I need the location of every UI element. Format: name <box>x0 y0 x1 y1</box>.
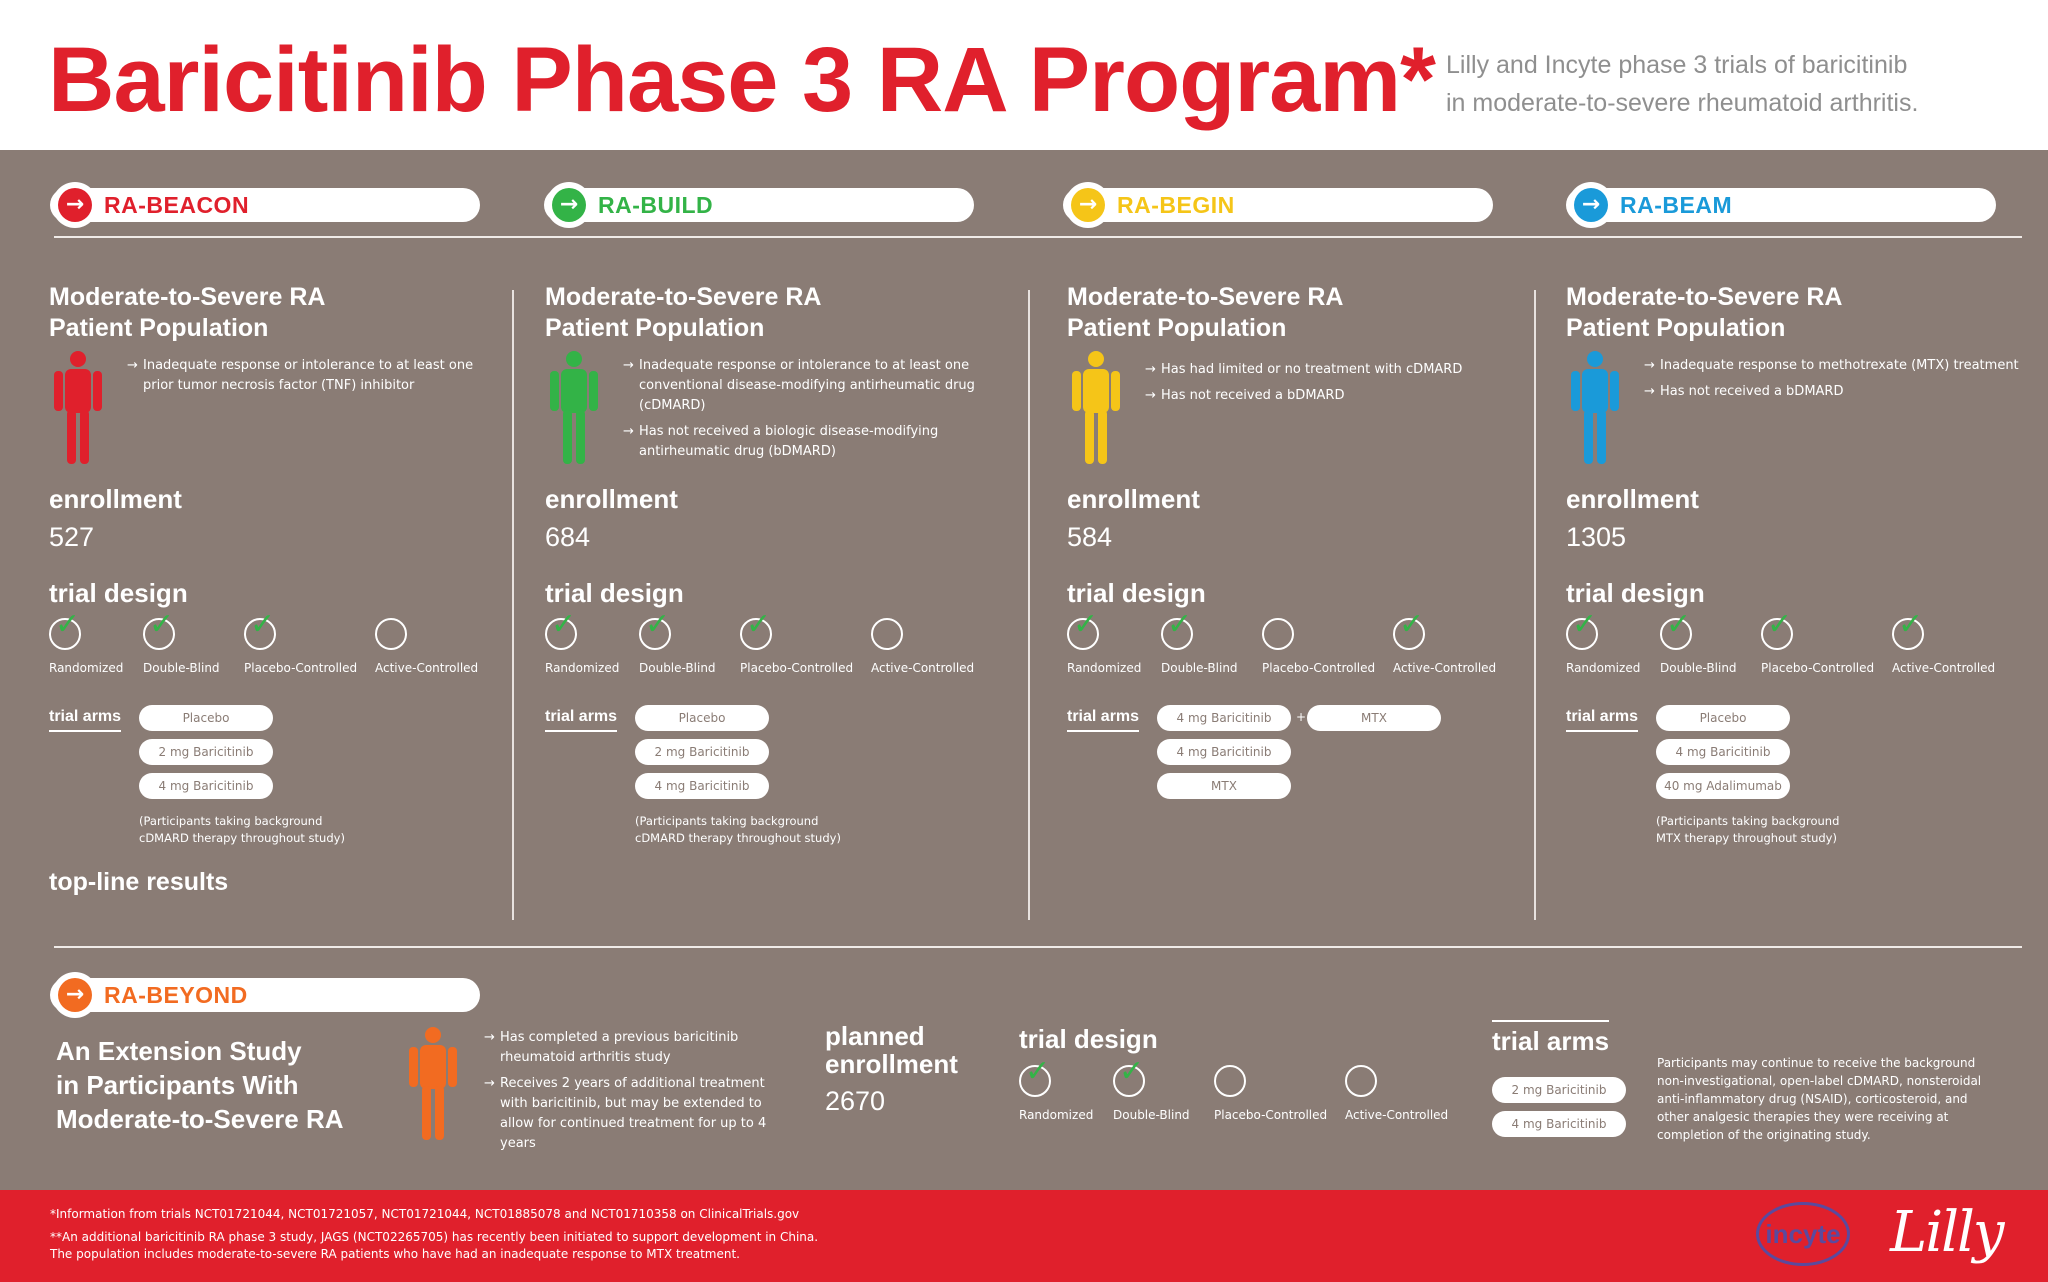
arm-pill: MTX <box>1157 773 1291 799</box>
population-title <box>545 282 821 344</box>
circle-icon <box>871 618 903 650</box>
design-label: Randomized <box>1019 1108 1094 1122</box>
checkmark-icon: ✓ <box>1767 607 1793 642</box>
arm-pill: 2 mg Baricitinib <box>635 739 769 765</box>
note-line: (Participants taking background <box>139 814 323 828</box>
arrow-right-icon: → <box>58 978 92 1012</box>
design-label: Randomized <box>1067 661 1142 675</box>
checkmark-icon: ✓ <box>1898 607 1924 642</box>
design-label: Placebo-Controlled <box>1214 1108 1328 1122</box>
arrow-right-icon: → <box>1071 188 1105 222</box>
divider <box>512 290 514 920</box>
trial-column-beacon <box>49 150 509 930</box>
arms-note <box>635 813 841 847</box>
enrollment-value: 684 <box>545 522 591 552</box>
arm-pill: 4 mg Baricitinib <box>1157 705 1291 731</box>
design-checklist <box>49 607 509 678</box>
checkmark-icon: ✓ <box>250 607 276 642</box>
top-line-results-label: top-line results <box>49 868 229 896</box>
criteria-list <box>484 1028 784 1160</box>
checkmark-icon: ✓ <box>1399 607 1425 642</box>
design-label: Randomized <box>49 661 124 675</box>
checkmark-icon: ✓ <box>1073 607 1099 642</box>
footnote: *Information from trials NCT01721044, NCT01721057, NCT01721044, NCT01885078 and NCT01710358 on ClinicalTrials.gov <box>50 1207 800 1221</box>
trial-column-beam <box>1566 150 2026 930</box>
checkmark-icon: ✓ <box>149 607 175 642</box>
checkmark-icon: ✓ <box>746 607 772 642</box>
arrow-right-icon: → <box>552 188 586 222</box>
arm-pill: 2 mg Baricitinib <box>1492 1077 1626 1103</box>
population-line-2: Patient Population <box>1566 314 1786 342</box>
population-line-2: Patient Population <box>49 314 269 342</box>
checkmark-icon: ✓ <box>1167 607 1193 642</box>
footnote: **An additional baricitinib RA phase 3 study, JAGS (NCT02265705) has recently been initiated to support development in China. <box>50 1230 819 1244</box>
design-label: Double-Blind <box>1161 661 1238 675</box>
person-icon <box>1069 350 1123 466</box>
beyond-note: Participants may continue to receive the background non-investigational, open-label cDMARD, nonsteroidal anti-inflammatory drug (NSAID), corticosteroid, and other analgesic therapies they were receiving at completion of the originating study. <box>1657 1056 1982 1142</box>
circle-icon <box>1214 1065 1246 1097</box>
design-label: Placebo-Controlled <box>1761 661 1875 675</box>
checkmark-icon: ✓ <box>1025 1054 1051 1089</box>
footer <box>0 1190 2048 1282</box>
enrollment-label: enrollment <box>545 484 678 514</box>
person-icon <box>1568 350 1622 466</box>
beyond-title-line: An Extension Study <box>56 1036 302 1066</box>
arm-pill: Placebo <box>635 705 769 731</box>
arm-pill: 4 mg Baricitinib <box>1157 739 1291 765</box>
enrollment-value: 1305 <box>1566 522 1627 552</box>
note-line: (Participants taking background <box>1656 814 1840 828</box>
planned-enrollment-label <box>825 1022 958 1078</box>
beyond-title-line: Moderate-to-Severe RA <box>56 1104 344 1134</box>
criteria-item: → Inadequate response to methotrexate (MTX) treatment <box>1644 356 2024 376</box>
circle-icon <box>1345 1065 1377 1097</box>
design-label: Double-Blind <box>1660 661 1737 675</box>
checkmark-icon: ✓ <box>1119 1054 1145 1089</box>
criteria-item: → Has not received a biologic disease-modifying antirheumatic drug (bDMARD) <box>623 422 1003 462</box>
divider <box>54 946 2022 948</box>
trial-design-label: trial design <box>545 578 684 608</box>
checkmark-icon: ✓ <box>551 607 577 642</box>
trial-name: RA-BEGIN <box>1117 192 1235 218</box>
design-label: Randomized <box>545 661 620 675</box>
criteria-list <box>1644 356 2024 408</box>
design-label: Placebo-Controlled <box>244 661 358 675</box>
checkmark-icon: ✓ <box>1572 607 1598 642</box>
criteria-item: → Has had limited or no treatment with cDMARD <box>1145 360 1525 380</box>
design-label: Active-Controlled <box>871 661 975 675</box>
trial-name: RA-BUILD <box>598 192 714 218</box>
design-label: Active-Controlled <box>1393 661 1497 675</box>
beyond-title <box>56 1034 344 1136</box>
arm-pill: 4 mg Baricitinib <box>1656 739 1790 765</box>
divider <box>1028 290 1030 920</box>
arm-pill: 2 mg Baricitinib <box>139 739 273 765</box>
trial-arms-label: trial arms <box>1067 708 1139 732</box>
trial-design-label: trial design <box>1566 578 1705 608</box>
enrollment-label: enrollment <box>1566 484 1699 514</box>
trial-column-build <box>545 150 1005 930</box>
design-label: Placebo-Controlled <box>1262 661 1376 675</box>
arrow-right-icon: → <box>1574 188 1608 222</box>
enrollment-value: 527 <box>49 522 95 552</box>
arm-pill: 40 mg Adalimumab <box>1656 773 1790 799</box>
design-label: Placebo-Controlled <box>740 661 854 675</box>
design-checklist <box>1019 1054 1479 1125</box>
lilly-logo: Lilly <box>1890 1200 2003 1265</box>
checkmark-icon: ✓ <box>55 607 81 642</box>
arm-pill: Placebo <box>1656 705 1790 731</box>
divider <box>1534 290 1536 920</box>
trial-header-beyond[interactable] <box>50 978 480 1012</box>
circle-icon <box>1262 618 1294 650</box>
trial-design-label: trial design <box>49 578 188 608</box>
main-panel <box>0 150 2048 1190</box>
person-icon <box>406 1026 460 1142</box>
design-checklist <box>1566 607 2026 678</box>
label-line: planned <box>825 1021 925 1051</box>
design-label: Active-Controlled <box>1892 661 1996 675</box>
population-line-1: Moderate-to-Severe RA <box>49 283 326 311</box>
arm-pill: 4 mg Baricitinib <box>1492 1111 1626 1137</box>
design-label: Double-Blind <box>143 661 220 675</box>
beyond-title-line: in Participants With <box>56 1070 299 1100</box>
trial-arms-label: trial arms <box>49 708 121 732</box>
population-title <box>1566 282 1842 344</box>
trial-design-label: trial design <box>1067 578 1206 608</box>
criteria-item: → Has not received a bDMARD <box>1644 382 2024 402</box>
design-checklist <box>545 607 1005 678</box>
label-line: enrollment <box>825 1049 958 1079</box>
plus-sign: + <box>1296 710 1307 724</box>
enrollment-label: enrollment <box>49 484 182 514</box>
criteria-item: → Inadequate response or intolerance to at least one conventional disease-modifying antirheumatic drug (cDMARD) <box>623 356 1003 416</box>
footnote: The population includes moderate-to-severe RA patients who have had an inadequate response to MTX treatment. <box>50 1247 740 1261</box>
trial-name: RA-BEACON <box>104 192 250 218</box>
design-label: Randomized <box>1566 661 1641 675</box>
population-line-1: Moderate-to-Severe RA <box>545 283 822 311</box>
subtitle-line-1: Lilly and Incyte phase 3 trials of baricitinib <box>1446 51 1908 79</box>
design-checklist <box>1067 607 1527 678</box>
note-line: MTX therapy throughout study) <box>1656 831 1837 845</box>
criteria-list <box>127 356 507 402</box>
criteria-list <box>1145 360 1525 412</box>
arms-note <box>139 813 345 847</box>
arrow-right-icon: → <box>58 188 92 222</box>
trial-design-label: trial design <box>1019 1024 1158 1054</box>
population-line-2: Patient Population <box>545 314 765 342</box>
design-label: Active-Controlled <box>375 661 479 675</box>
page-subtitle <box>1446 46 2046 122</box>
population-title <box>49 282 325 344</box>
circle-icon <box>375 618 407 650</box>
incyte-logo: incyte <box>1756 1202 1850 1266</box>
population-line-2: Patient Population <box>1067 314 1287 342</box>
trial-arms-label: trial arms <box>545 708 617 732</box>
population-title <box>1067 282 1343 344</box>
enrollment-label: enrollment <box>1067 484 1200 514</box>
population-line-1: Moderate-to-Severe RA <box>1067 283 1344 311</box>
trial-arms-label: trial arms <box>1566 708 1638 732</box>
criteria-item: → Has completed a previous baricitinib rheumatoid arthritis study <box>484 1028 784 1068</box>
design-label: Double-Blind <box>1113 1108 1190 1122</box>
trial-column-begin <box>1067 150 1527 930</box>
person-icon <box>547 350 601 466</box>
header <box>0 0 2048 150</box>
criteria-item: → Inadequate response or intolerance to at least one prior tumor necrosis factor (TNF) inhibitor <box>127 356 507 396</box>
person-icon <box>51 350 105 466</box>
checkmark-icon: ✓ <box>645 607 671 642</box>
design-label: Double-Blind <box>639 661 716 675</box>
criteria-list <box>623 356 1003 468</box>
population-line-1: Moderate-to-Severe RA <box>1566 283 1843 311</box>
arm-pill: 4 mg Baricitinib <box>635 773 769 799</box>
enrollment-value: 584 <box>1067 522 1113 552</box>
trial-name: RA-BEYOND <box>104 982 248 1008</box>
criteria-item: → Has not received a bDMARD <box>1145 386 1525 406</box>
page-title: Baricitinib Phase 3 RA Program* <box>48 29 1435 131</box>
note-line: cDMARD therapy throughout study) <box>635 831 841 845</box>
arm-pill: MTX <box>1307 705 1441 731</box>
arm-pill: Placebo <box>139 705 273 731</box>
arm-pill: 4 mg Baricitinib <box>139 773 273 799</box>
note-line: cDMARD therapy throughout study) <box>139 831 345 845</box>
planned-enrollment-value: 2670 <box>825 1086 886 1116</box>
checkmark-icon: ✓ <box>1666 607 1692 642</box>
trial-name: RA-BEAM <box>1620 192 1733 218</box>
arrow-circle <box>52 972 98 1018</box>
design-label: Active-Controlled <box>1345 1108 1449 1122</box>
criteria-item: → Receives 2 years of additional treatment with baricitinib, but may be extended to allow for continued treatment for up to 4 years <box>484 1074 784 1154</box>
trial-arms-label: trial arms <box>1492 1020 1609 1057</box>
arms-note <box>1656 813 1839 847</box>
subtitle-line-2: in moderate-to-severe rheumatoid arthritis. <box>1446 89 1919 117</box>
note-line: (Participants taking background <box>635 814 819 828</box>
